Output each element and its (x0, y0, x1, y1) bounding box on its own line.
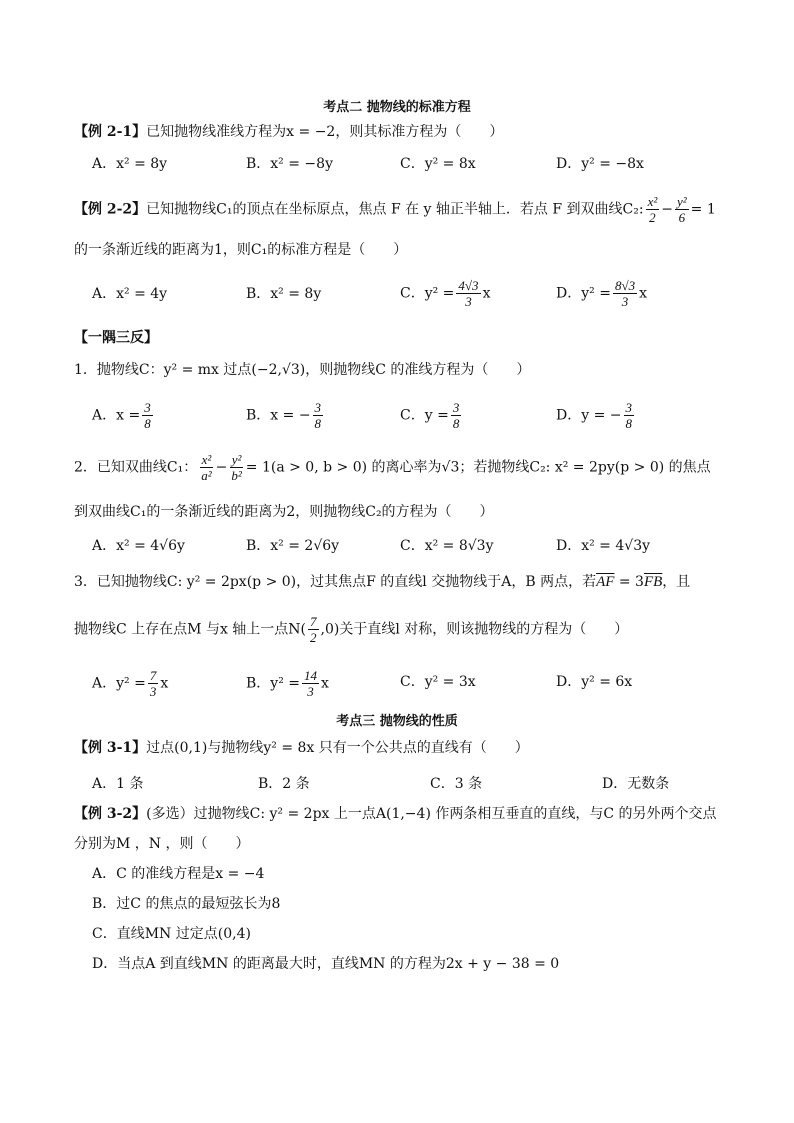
numerator: 3 (144, 400, 151, 415)
fraction (308, 614, 319, 645)
option-suffix: x (160, 675, 169, 692)
question-text: 已知抛物线准线方程为x = −2，则其标准方程为（ ） (146, 124, 504, 140)
example-3-2-stem-line2: 分别为M ，N ，则（ ） (74, 836, 250, 852)
vector-af: $\overline{AF}$ (596, 574, 615, 590)
denominator: 2 (310, 630, 317, 645)
option-prefix: D．y² = (556, 285, 611, 302)
fraction (646, 194, 660, 225)
example-3-1-stem (74, 738, 529, 758)
option-prefix: C．y = (400, 407, 449, 424)
option-c: C．x² = 8√3y (400, 538, 494, 554)
practice-q1-stem: 1．抛物线C：y² = mx 过点(−2,√3)，则抛物线C 的准线方程为（ ） (74, 362, 531, 378)
fraction (142, 400, 153, 431)
option-prefix: A．y² = (92, 675, 146, 692)
denominator: b² (231, 468, 242, 483)
option-c: C．3 条 (430, 776, 483, 792)
question-text: 抛物线C 上存在点M 与x 轴上一点N (74, 621, 301, 638)
question-text: = 1(a > 0, b > 0) 的离心率为√3；若抛物线C₂: x² = 2py(p > 0) 的焦点 (245, 459, 711, 476)
example-3-2-stem-line1 (74, 804, 717, 824)
option-suffix: x (639, 285, 647, 302)
option-a: A．x² = 4y (92, 286, 168, 302)
vector-fb: $\overline{FB}$ (643, 574, 663, 590)
denominator: a² (201, 468, 212, 483)
numerator: 3 (314, 400, 322, 415)
example-tag: 【例 2-2】 (74, 201, 147, 218)
option-b: B．x² = 8y (246, 286, 322, 302)
option-b: B．x² = −8y (246, 156, 333, 172)
option-d (556, 278, 647, 309)
practice-q3-stem-line1 (74, 572, 690, 592)
numerator: y² (231, 452, 242, 467)
equals-text: = 1 (690, 201, 716, 218)
denominator: 2 (649, 210, 656, 225)
fraction (675, 194, 689, 225)
fraction (313, 400, 324, 431)
fraction (624, 400, 635, 431)
option-c (400, 278, 490, 309)
option-prefix: B．y² = (246, 675, 300, 692)
operator: − (215, 459, 228, 476)
example-2-2-stem-line1 (74, 194, 716, 225)
option-d: D．y² = −8x (556, 156, 644, 172)
option-a: A．C 的准线方程是x = −4 (92, 866, 265, 882)
option-c: C．y² = 8x (400, 156, 476, 172)
option-a: A．1 条 (92, 776, 144, 792)
option-prefix: D．y = − (556, 407, 622, 424)
denominator: 3 (149, 684, 157, 699)
numerator: 3 (625, 400, 632, 415)
fraction (613, 278, 637, 309)
fraction (148, 668, 159, 699)
option-d: D．无数条 (602, 776, 670, 792)
denominator: 8 (144, 416, 151, 431)
operator: − (661, 201, 673, 218)
question-text: (多选）过抛物线C: y² = 2px 上一点A(1,−4) 作两条相互垂直的直线，与C 的另外两个交点 (146, 806, 717, 822)
numerator: 3 (452, 400, 460, 415)
numerator: 7 (149, 668, 157, 683)
option-a: A．x² = 8y (92, 156, 168, 172)
practice-q2-stem-line2: 到双曲线C₁的一条渐近线的距离为2，则抛物线C₂的方程为（ ） (74, 504, 494, 520)
fraction (199, 452, 213, 483)
practice-heading: 【一隅三反】 (74, 330, 158, 346)
option-d: D．y² = 6x (556, 674, 633, 690)
option-a (92, 668, 168, 699)
question-text: 3．已知抛物线C: y² = 2px(p > 0)，过其焦点F 的直线l 交抛物线于A，B 两点，若 (74, 574, 597, 590)
fraction (302, 668, 319, 699)
denominator: 3 (465, 294, 472, 309)
option-c (400, 400, 463, 431)
option-prefix: B．x = − (246, 407, 311, 424)
option-suffix: x (321, 675, 329, 692)
option-a: A．x² = 4√6y (92, 538, 185, 554)
option-prefix: C．y² = (400, 285, 455, 302)
option-a (92, 400, 155, 431)
fraction (229, 452, 243, 483)
example-2-1-stem (74, 122, 503, 142)
fraction (451, 400, 462, 431)
option-b: B．过C 的焦点的最短弦长为8 (92, 896, 281, 912)
fraction (456, 278, 480, 309)
denominator: 6 (678, 210, 686, 225)
example-tag: 【例 3-2】 (74, 806, 147, 822)
option-b: B．2 条 (258, 776, 310, 792)
section-title-standard-equation: 考点二 抛物线的标准方程 (323, 100, 471, 115)
example-tag: 【例 2-1】 (74, 124, 147, 140)
point-coordinate: ,0 (320, 621, 334, 638)
option-suffix: x (482, 285, 491, 302)
numerator: 14 (304, 668, 317, 683)
numerator: x² (647, 194, 658, 209)
equals-text: = 3 (614, 574, 644, 590)
option-c: C．y² = 3x (400, 674, 476, 690)
numerator: x² (201, 452, 212, 467)
option-b (246, 400, 325, 431)
example-tag: 【例 3-1】 (74, 740, 147, 756)
option-b (246, 668, 329, 699)
denominator: 3 (307, 684, 314, 699)
practice-q2-stem-line1 (74, 452, 711, 483)
option-d (556, 400, 636, 431)
option-prefix: A．x = (92, 407, 141, 424)
numerator: 8√3 (614, 278, 636, 293)
option-c: C．直线MN 过定点(0,4) (92, 926, 251, 942)
question-text: ，且 (662, 574, 691, 590)
numerator: 4√3 (458, 278, 479, 293)
option-b: B．x² = 2√6y (246, 538, 340, 554)
denominator: 8 (452, 416, 460, 431)
question-text: 过点(0,1)与抛物线y² = 8x 只有一个公共点的直线有（ ） (146, 740, 529, 756)
option-d: D．x² = 4√3y (556, 538, 651, 554)
denominator: 8 (625, 416, 632, 431)
practice-q3-stem-line2: 抛物线C 上存在点M 与x 轴上一点N( $\frac{7}{2}$ ,0)关于直线l 对称，则该抛物线的方程为（ ） (74, 614, 629, 645)
question-text: 关于直线l 对称，则该抛物线的方程为（ ） (339, 621, 629, 638)
question-text: 2．已知双曲线C₁： (74, 459, 198, 476)
denominator: 8 (314, 416, 322, 431)
question-text: 已知抛物线C₁的顶点在坐标原点，焦点 F 在 y 轴正半轴上．若点 F 到双曲线C₂: (146, 201, 644, 218)
numerator: y² (676, 194, 687, 209)
example-2-2-stem-line2: 的一条渐近线的距离为1，则C₁的标准方程是（ ） (74, 242, 408, 258)
section-title-properties: 考点三 抛物线的性质 (336, 714, 458, 729)
option-d: D．当点A 到直线MN 的距离最大时，直线MN 的方程为2x + y − 38 = 0 (92, 956, 560, 972)
numerator: 7 (310, 614, 317, 629)
denominator: 3 (621, 294, 629, 309)
